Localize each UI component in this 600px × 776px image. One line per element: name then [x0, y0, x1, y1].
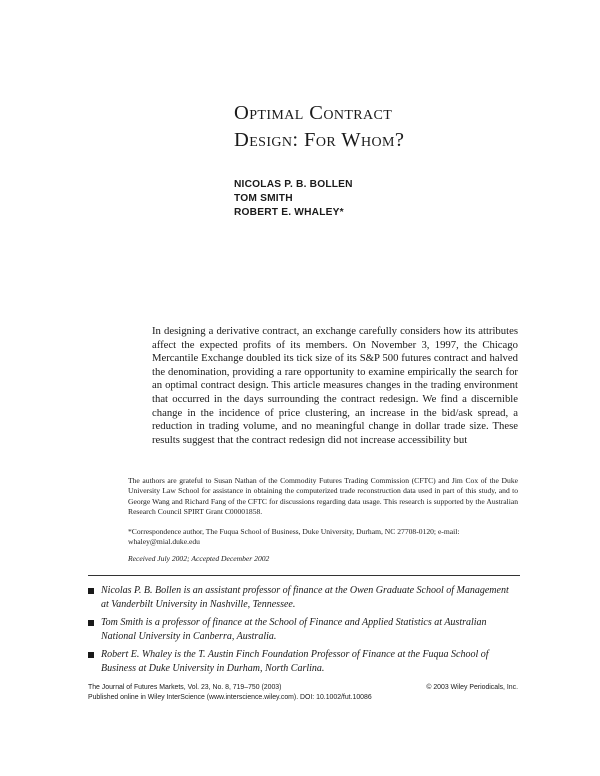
author-list [234, 178, 353, 220]
publication-info: Published online in Wiley InterScience (www.interscience.wiley.com). DOI: 10.1002/fut.10086 [88, 694, 372, 701]
article-title-line-1: Optimal Contract [234, 102, 393, 124]
author-bio-text: Tom Smith is a professor of finance at the School of Finance and Applied Statistics at Australian National University in Canberra, Australia. [101, 617, 487, 642]
author-bios [88, 584, 518, 680]
square-bullet-icon [88, 588, 94, 594]
copyright-notice: © 2003 Wiley Periodicals, Inc. [426, 684, 518, 691]
section-divider [88, 575, 520, 576]
square-bullet-icon [88, 652, 94, 658]
author-name: ROBERT E. WHALEY* [234, 207, 344, 218]
acknowledgment-footnote: The authors are grateful to Susan Nathan of the Commodity Futures Trading Commission (CFTC) and Jim Cox of the Duke University Law School for assistance in obtaining the computerized trade reconstruction data used in part of this study, and to George Wang and Richard Fang of the CFTC for discussions regarding data usage. This research is supported by the Australian Research Council SPIRT Grant C00001858. [128, 476, 518, 517]
article-title [234, 100, 534, 154]
author-bio-text: Robert E. Whaley is the T. Austin Finch Foundation Professor of Finance at the Fuqua School of Business at Duke University in Durham, North Carlina. [101, 649, 489, 674]
author-bio [88, 584, 518, 611]
author-name: NICOLAS P. B. BOLLEN [234, 179, 353, 190]
author-name: TOM SMITH [234, 193, 293, 204]
author-bio [88, 616, 518, 643]
received-accepted-dates: Received July 2002; Accepted December 2002 [128, 554, 270, 563]
page-footer [88, 683, 518, 703]
author-bio [88, 648, 518, 675]
article-title-line-2: Design: For Whom? [234, 129, 405, 151]
abstract: In designing a derivative contract, an exchange carefully considers how its attributes affect the expected profits of its members. On November 3, 1997, the Chicago Mercantile Exchange doubled its tick size of its S&P 500 futures contract and halved the denomination, providing a rare opportunity to examine empirically the search for an optimal contract design. This article measures changes in the trading environment that occurred in the days surrounding the contract redesign. We find a discernible change in the incidence of price clustering, an increase in the bid/ask spread, a reduction in trading volume, and no meaningful change in dollar trade size. These results suggest that the contract redesign did not increase accessibility but [152, 325, 518, 446]
author-bio-text: Nicolas P. B. Bollen is an assistant professor of finance at the Owen Graduate School of Management at Vanderbilt University in Nashville, Tennessee. [101, 585, 509, 610]
correspondence-footnote: *Correspondence author, The Fuqua School of Business, Duke University, Durham, NC 27708-0120; e-mail: whaley@mial.duke.edu [128, 527, 460, 547]
journal-citation: The Journal of Futures Markets, Vol. 23, No. 8, 719–750 (2003) [88, 684, 282, 691]
square-bullet-icon [88, 620, 94, 626]
